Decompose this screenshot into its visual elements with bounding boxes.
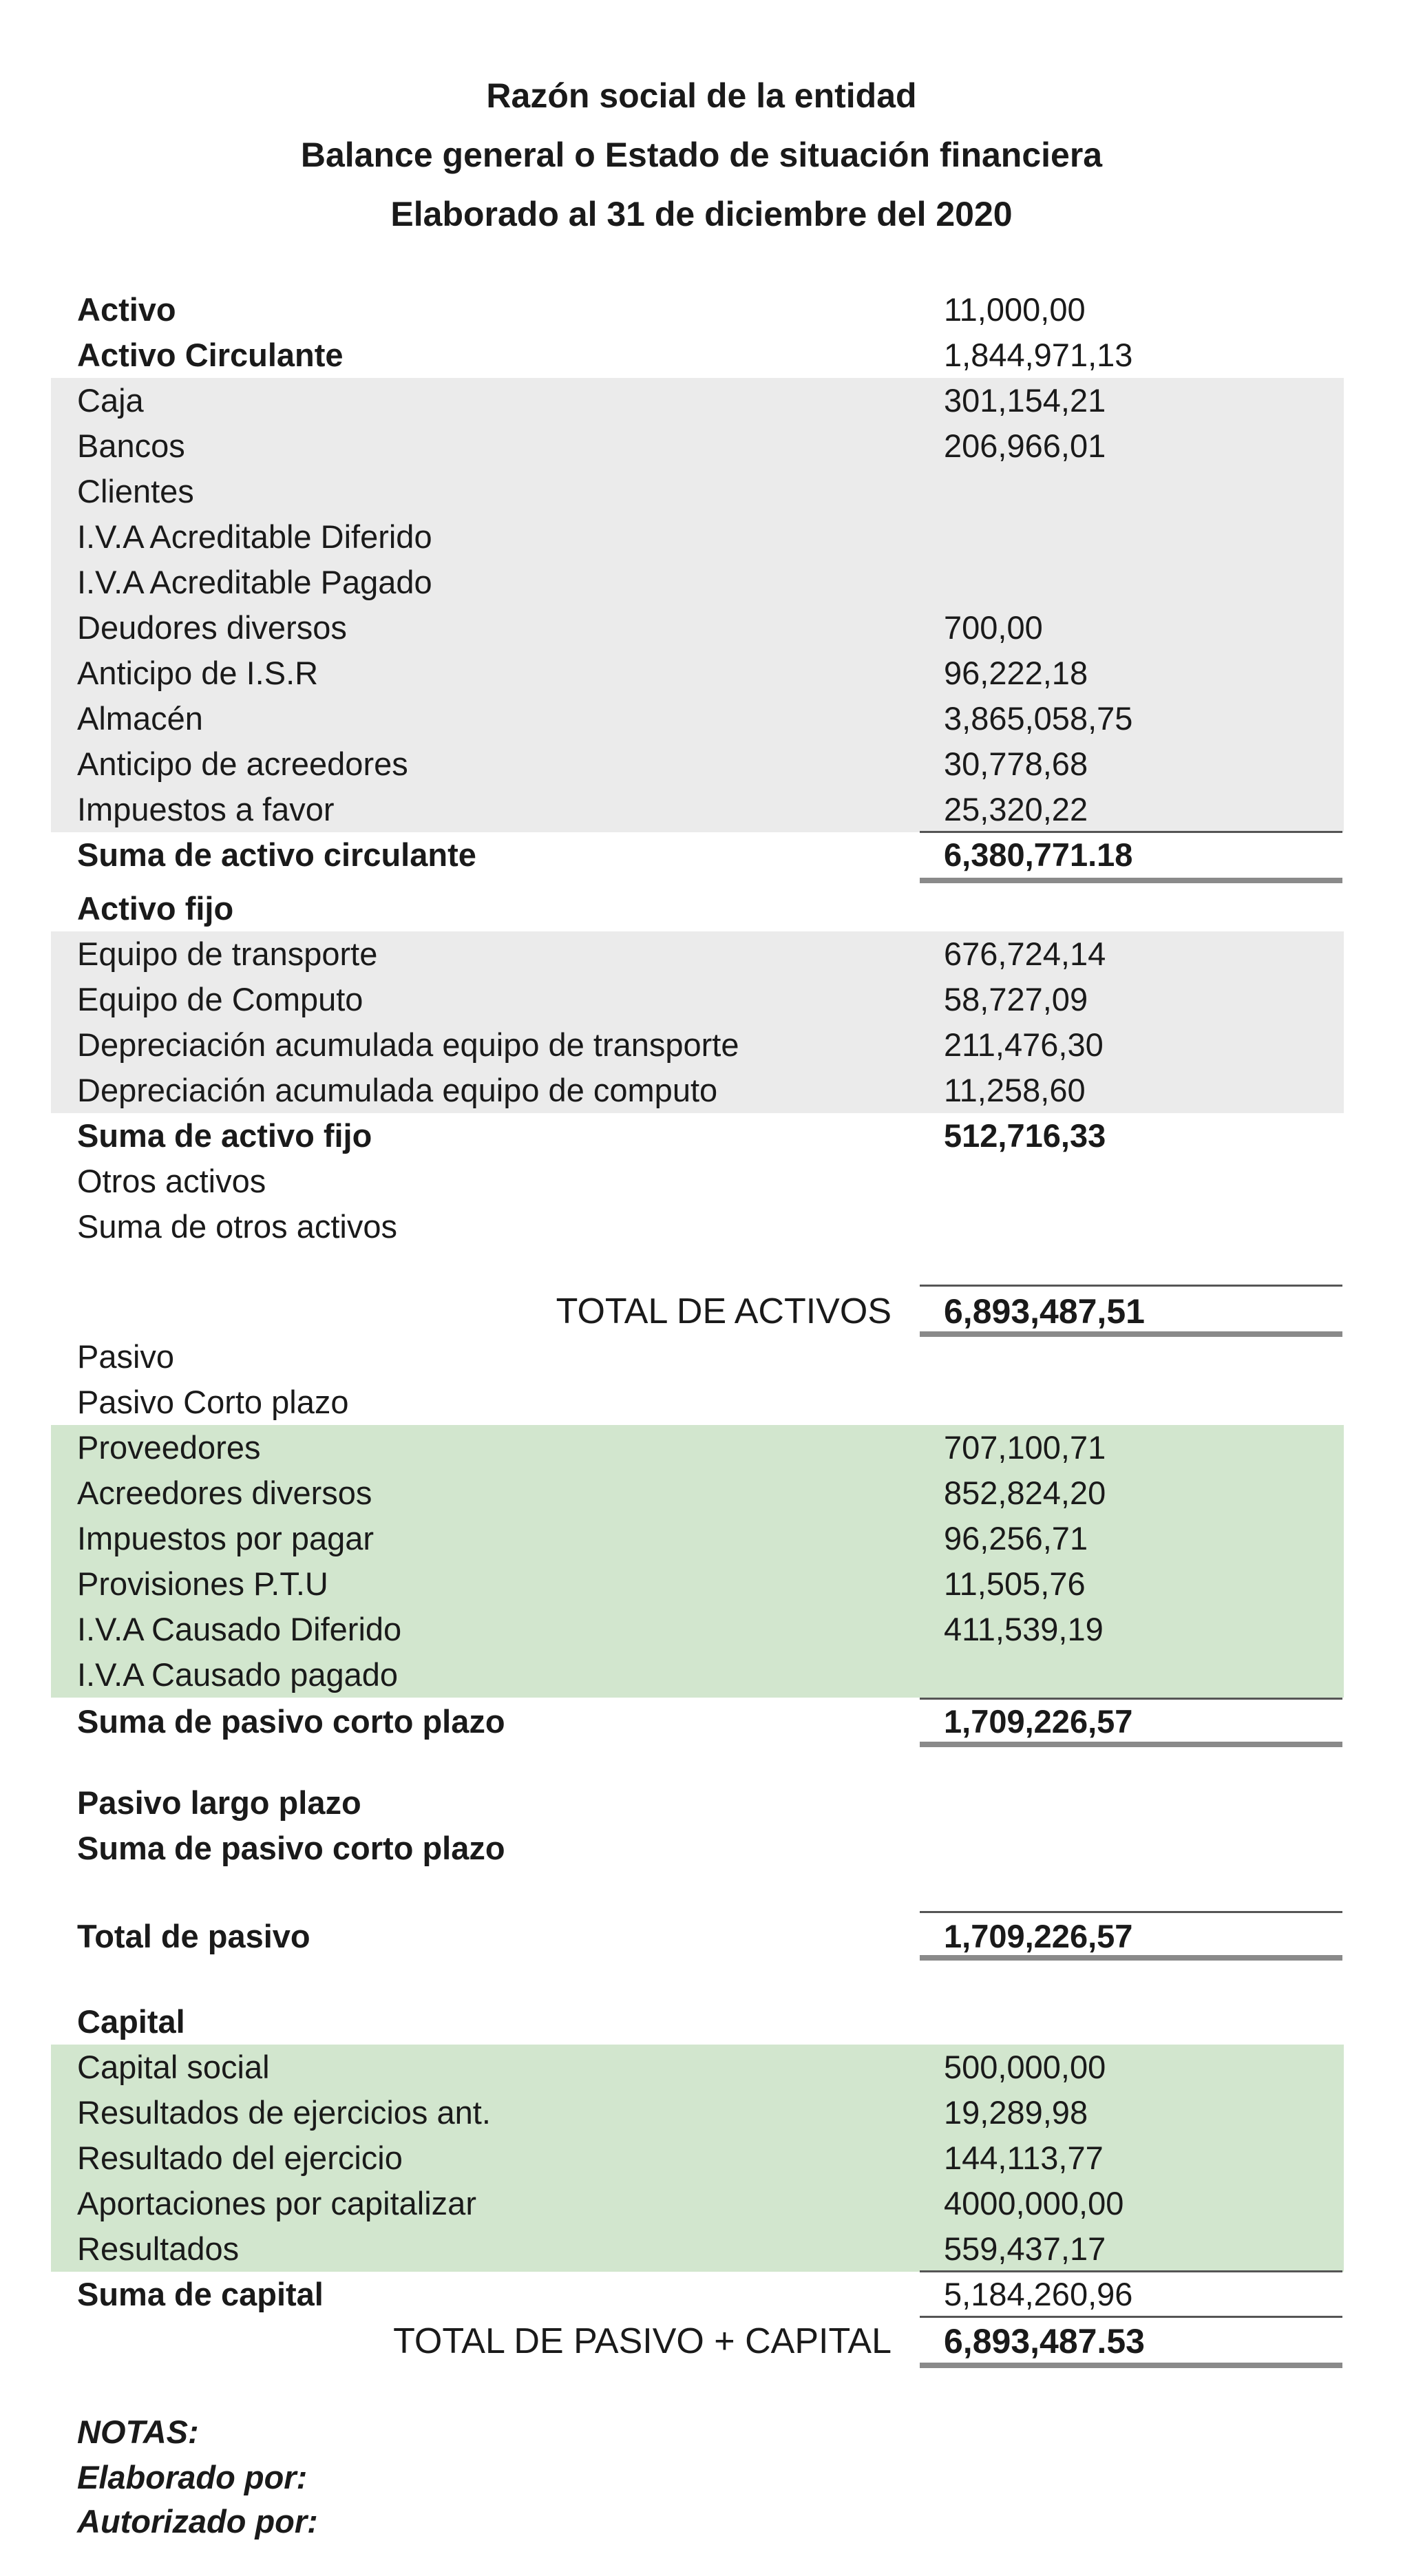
account-row [51, 1470, 1344, 1516]
account-value: 19,289,98 [944, 2094, 1088, 2131]
account-value: 30,778,68 [944, 746, 1088, 782]
account-value: 700,00 [944, 609, 1043, 646]
subtotal-rule [920, 2316, 1342, 2318]
account-row [51, 560, 1344, 605]
total-pasivo-capital-row [51, 2319, 1344, 2364]
account-row [51, 651, 1344, 696]
total-activos-row [51, 1289, 1344, 1334]
account-row [51, 605, 1344, 651]
activo-fijo-sum-value: 512,716,33 [944, 1117, 1106, 1154]
account-value: 25,320,22 [944, 791, 1088, 827]
capital-title-row [51, 1999, 1344, 2045]
capital-title: Capital [77, 2003, 185, 2040]
total-double-rule [920, 1955, 1342, 1961]
account-row [51, 1561, 1344, 1607]
account-value: 559,437,17 [944, 2230, 1106, 2267]
account-row [51, 1425, 1344, 1470]
account-label: I.V.A Acreditable Pagado [77, 564, 432, 600]
account-value: 211,476,30 [944, 1026, 1104, 1063]
account-row [51, 741, 1344, 787]
pasivo-largo-sum-label: Suma de pasivo corto plazo [77, 1830, 505, 1866]
account-label: I.V.A Causado Diferido [77, 1611, 402, 1647]
account-label: Resultados de ejercicios ant. [77, 2094, 491, 2131]
account-row [51, 931, 1344, 977]
activo-circulante-title-row [51, 332, 1344, 378]
total-pasivo-capital-label: TOTAL DE PASIVO + CAPITAL [393, 2321, 892, 2361]
pasivo-corto-title-row [51, 1380, 1344, 1425]
capital-sum-label: Suma de capital [77, 2276, 324, 2312]
account-row [51, 2045, 1344, 2090]
account-row [51, 787, 1344, 832]
account-value: 852,824,20 [944, 1475, 1106, 1511]
account-value: 96,222,18 [944, 655, 1088, 691]
account-label: Almacén [77, 700, 203, 737]
activo-circulante-title-value: 1,844,971,13 [944, 337, 1133, 373]
account-label: Depreciación acumulada equipo de computo [77, 1072, 718, 1108]
account-label: Provisiones P.T.U [77, 1565, 328, 1602]
total-double-rule [920, 2363, 1342, 2368]
otros-activos-sum-label: Suma de otros activos [77, 1208, 397, 1245]
account-value: 707,100,71 [944, 1429, 1106, 1466]
activo-circulante-title: Activo Circulante [77, 337, 344, 373]
autorizado-row [51, 2499, 1344, 2544]
account-value: 3,865,058,75 [944, 700, 1133, 737]
account-value: 500,000,00 [944, 2049, 1106, 2085]
notas-row [51, 2409, 1344, 2455]
activo-title: Activo [77, 291, 176, 328]
entity-name: Razón social de la entidad [486, 76, 917, 115]
account-label: Capital social [77, 2049, 270, 2085]
pasivo-corto-sum-row [51, 1699, 1344, 1744]
account-label: Clientes [77, 473, 194, 509]
otros-activos-row [51, 1159, 1344, 1204]
pasivo-title-row [51, 1334, 1344, 1380]
pasivo-largo-sum-row [51, 1826, 1344, 1871]
account-row [51, 378, 1344, 423]
account-row [51, 1068, 1344, 1113]
account-row [51, 2181, 1344, 2226]
account-value: 58,727,09 [944, 981, 1088, 1017]
activo-circulante-sum-label: Suma de activo circulante [77, 836, 476, 873]
activo-fijo-title-row [51, 886, 1344, 931]
account-label: I.V.A Causado pagado [77, 1656, 399, 1693]
account-label: Deudores diversos [77, 609, 347, 646]
activo-circulante-sum-value: 6,380,771.18 [944, 836, 1133, 873]
elaborado-label: Elaborado por: [77, 2459, 308, 2495]
activo-title-row [51, 287, 1344, 332]
account-row [51, 514, 1344, 560]
account-value: 4000,000,00 [944, 2185, 1124, 2221]
pasivo-largo-title: Pasivo largo plazo [77, 1784, 361, 1821]
account-label: Caja [77, 382, 144, 419]
account-label: Equipo de Computo [77, 981, 363, 1017]
account-row [51, 423, 1344, 469]
account-label: Aportaciones por capitalizar [77, 2185, 476, 2221]
pasivo-title: Pasivo [77, 1338, 175, 1375]
activo-fijo-sum-row [51, 1113, 1344, 1159]
account-row [51, 2135, 1344, 2181]
account-label: Resultados [77, 2230, 240, 2267]
account-label: Acreedores diversos [77, 1475, 372, 1511]
account-value: 411,539,19 [944, 1611, 1104, 1647]
account-row [51, 977, 1344, 1022]
account-value: 301,154,21 [944, 382, 1106, 419]
total-pasivo-capital-value: 6,893,487.53 [944, 2322, 1145, 2361]
pasivo-corto-sum-value: 1,709,226,57 [944, 1703, 1133, 1740]
account-label: I.V.A Acreditable Diferido [77, 518, 432, 555]
account-row [51, 1022, 1344, 1068]
account-value: 11,258,60 [944, 1072, 1086, 1108]
statement-date: Elaborado al 31 de diciembre del 2020 [390, 195, 1013, 233]
activo-circulante-sum-row [51, 832, 1344, 878]
account-row [51, 696, 1344, 741]
account-row [51, 2090, 1344, 2135]
autorizado-label: Autorizado por: [77, 2503, 318, 2540]
total-pasivo-row [51, 1914, 1344, 1959]
activo-title-value: 11,000,00 [944, 291, 1086, 328]
capital-sum-row [51, 2272, 1344, 2317]
account-value: 11,505,76 [944, 1565, 1086, 1602]
total-pasivo-value: 1,709,226,57 [944, 1918, 1133, 1954]
account-label: Impuestos a favor [77, 791, 335, 827]
account-label: Anticipo de I.S.R [77, 655, 319, 691]
account-label: Resultado del ejercicio [77, 2140, 403, 2176]
account-label: Bancos [77, 427, 185, 464]
account-value: 144,113,77 [944, 2140, 1104, 2176]
total-double-rule [920, 878, 1342, 883]
pasivo-corto-sum-label: Suma de pasivo corto plazo [77, 1703, 505, 1740]
total-activos-value: 6,893,487,51 [944, 1292, 1145, 1331]
otros-activos-label: Otros activos [77, 1163, 266, 1199]
account-row [51, 2226, 1344, 2272]
statement-title: Balance general o Estado de situación financiera [300, 136, 1103, 174]
notas-label: NOTAS: [77, 2414, 199, 2450]
otros-activos-sum-row [51, 1204, 1344, 1249]
activo-fijo-sum-label: Suma de activo fijo [77, 1117, 372, 1154]
pasivo-corto-title: Pasivo Corto plazo [77, 1384, 349, 1420]
account-row [51, 1516, 1344, 1561]
account-row [51, 469, 1344, 514]
account-row [51, 1652, 1344, 1698]
account-value: 96,256,71 [944, 1520, 1088, 1556]
account-label: Depreciación acumulada equipo de transporte [77, 1026, 739, 1063]
account-label: Equipo de transporte [77, 936, 378, 972]
account-value: 676,724,14 [944, 936, 1106, 972]
total-double-rule [920, 1742, 1342, 1747]
activo-fijo-title: Activo fijo [77, 890, 234, 927]
account-label: Anticipo de acreedores [77, 746, 408, 782]
capital-sum-value: 5,184,260,96 [944, 2276, 1133, 2312]
account-label: Proveedores [77, 1429, 261, 1466]
account-row [51, 1607, 1344, 1652]
account-value: 206,966,01 [944, 427, 1106, 464]
account-label: Impuestos por pagar [77, 1520, 375, 1556]
pasivo-largo-title-row [51, 1780, 1344, 1826]
subtotal-rule [920, 1911, 1342, 1913]
total-activos-label: TOTAL DE ACTIVOS [556, 1291, 892, 1331]
elaborado-row [51, 2455, 1344, 2500]
total-pasivo-label: Total de pasivo [77, 1918, 310, 1954]
subtotal-rule [920, 1285, 1342, 1287]
